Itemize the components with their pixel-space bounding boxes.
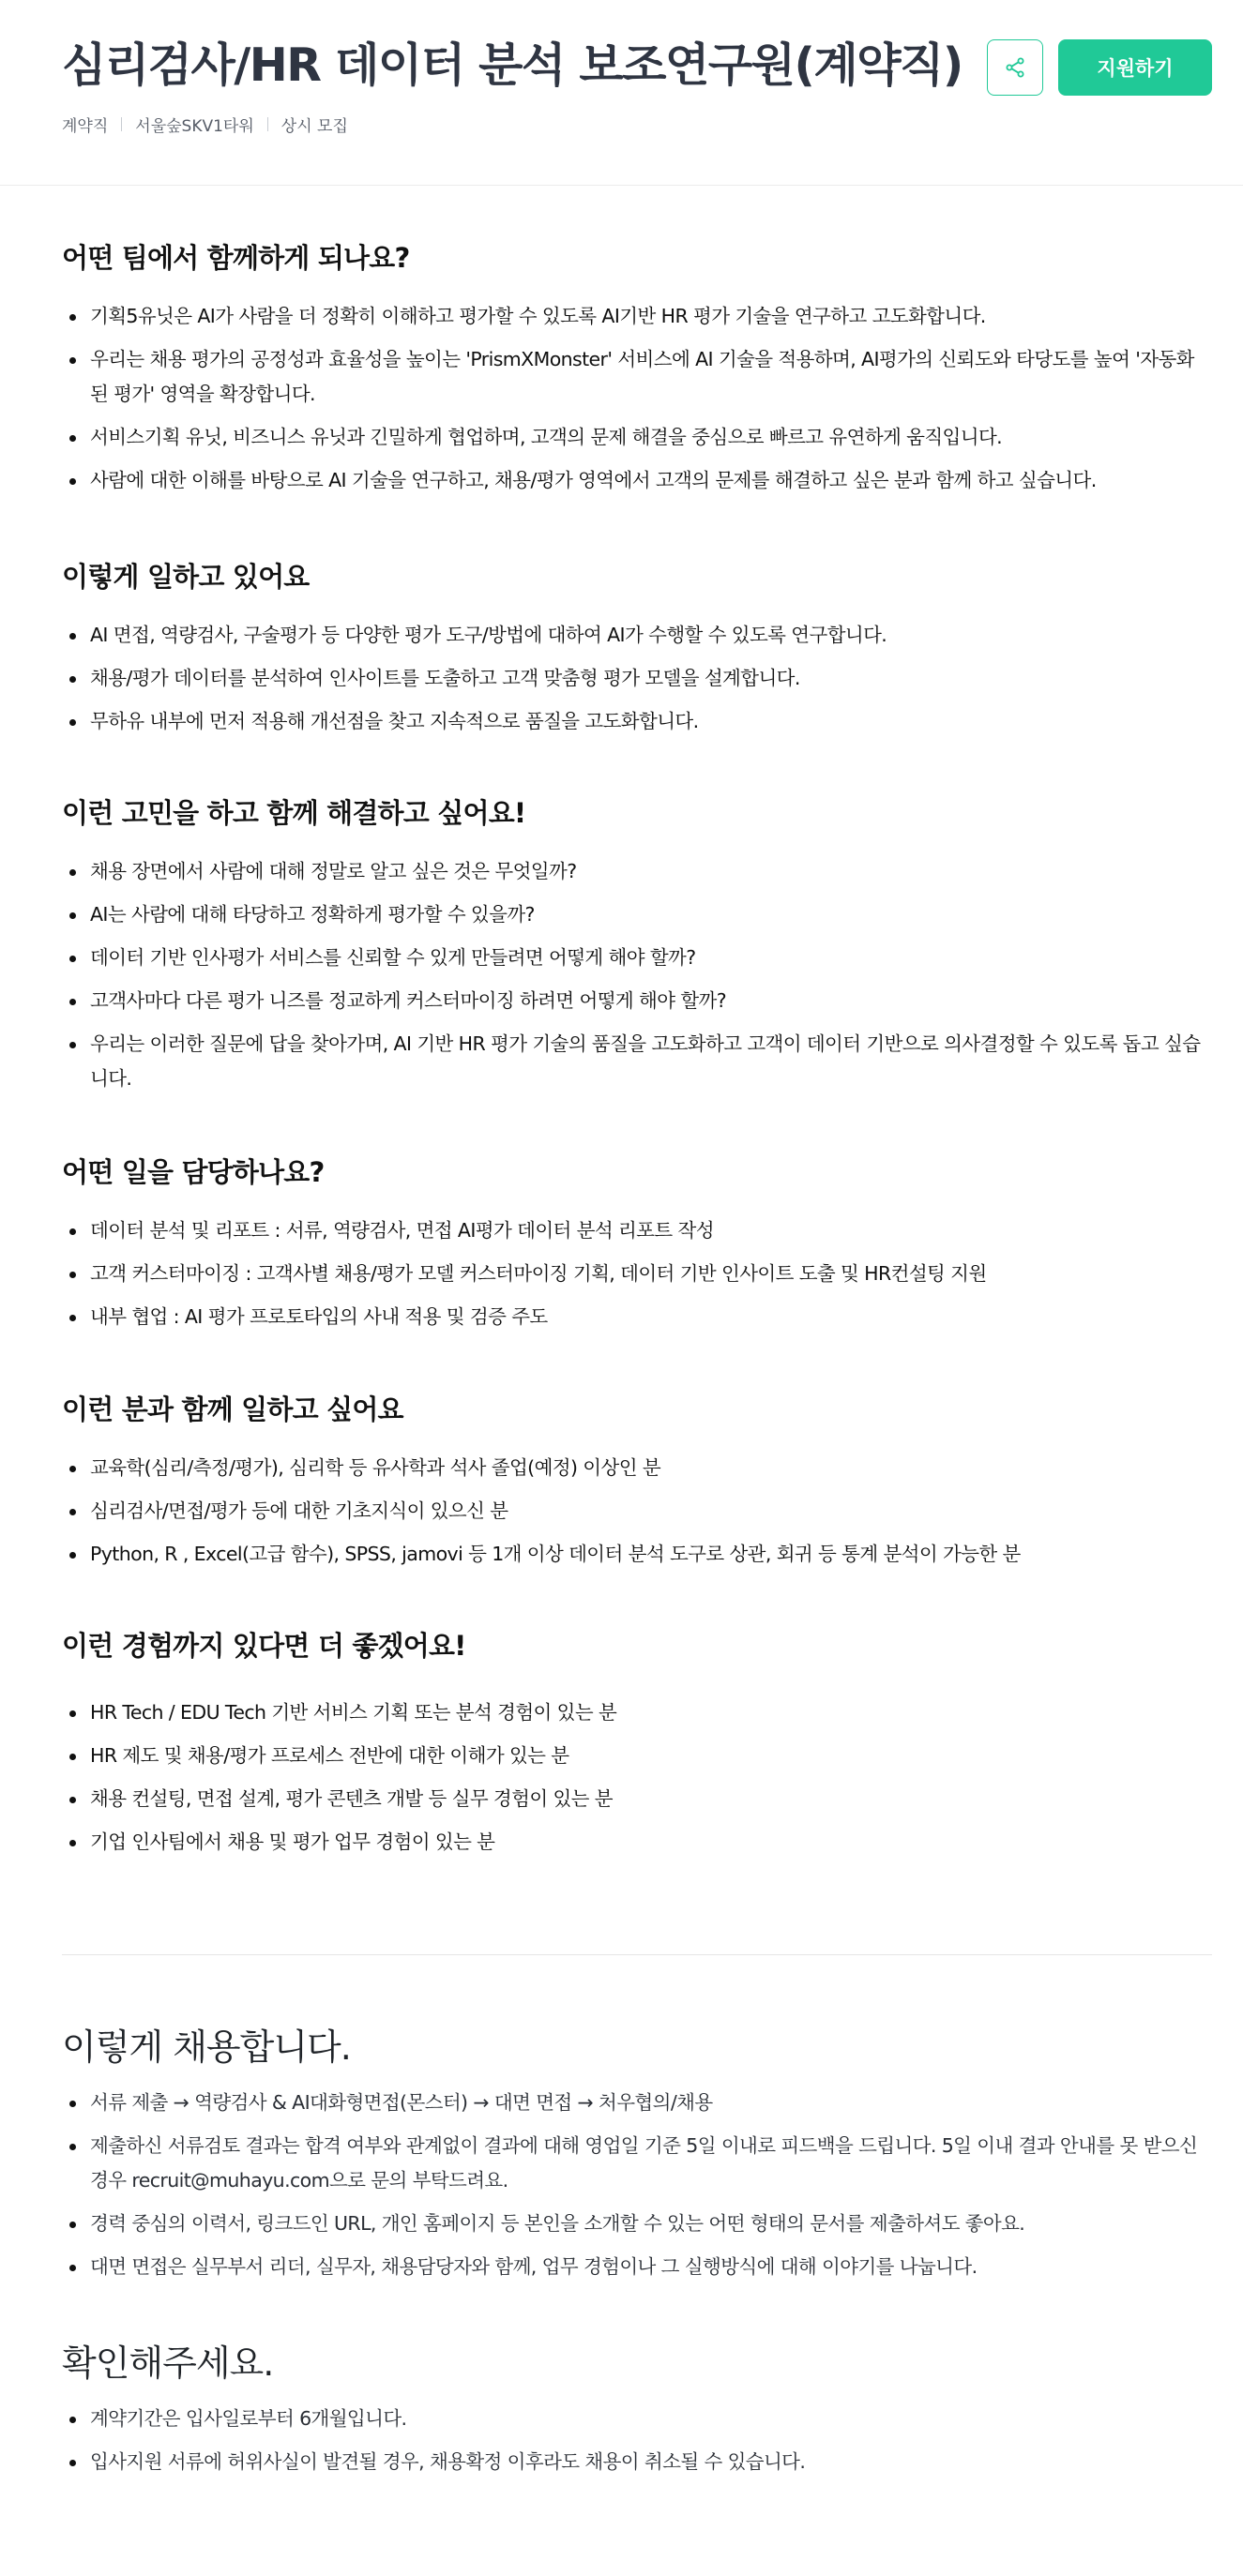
section-notice	[62, 2340, 1212, 2488]
page-title: 심리검사/HR 데이터 분석 보조연구원(계약직)	[62, 38, 963, 92]
list-item: AI 면접, 역량검사, 구술평가 등 다양한 평가 도구/방법에 대하여 AI가 수행할 수 있도록 연구합니다.	[62, 618, 1212, 653]
list-item: 고객사마다 다른 평가 니즈를 정교하게 커스터마이징 하려면 어떻게 해야 할까?	[62, 984, 1212, 1018]
section-list	[62, 618, 1212, 739]
list-item: 서류 제출 → 역량검사 & AI대화형면접(몬스터) → 대면 면접 → 처우협의/채용	[62, 2086, 1212, 2120]
section-list	[62, 1695, 1212, 1860]
share-icon	[1004, 56, 1026, 79]
section-team	[62, 239, 1212, 506]
section-heading: 이런 고민을 하고 함께 해결하고 싶어요!	[62, 797, 526, 829]
section-list	[62, 1451, 1212, 1572]
work-location: 서울숲SKV1타워	[135, 117, 254, 136]
section-preferred	[62, 1627, 1212, 1868]
share-button[interactable]	[987, 39, 1043, 96]
list-item: 입사지원 서류에 허위사실이 발견될 경우, 채용확정 이후라도 채용이 취소될 수 있습니다.	[62, 2445, 1212, 2479]
list-item: 데이터 분석 및 리포트 : 서류, 역량검사, 면접 AI평가 데이터 분석 리포트 작성	[62, 1213, 1212, 1248]
section-list	[62, 2402, 1212, 2479]
section-list	[62, 1213, 1212, 1334]
section-how-we-work	[62, 558, 1212, 747]
list-item: 무하유 내부에 먼저 적용해 개선점을 찾고 지속적으로 품질을 고도화합니다.	[62, 704, 1212, 739]
section-heading: 어떤 팀에서 함께하게 되나요?	[62, 242, 410, 274]
section-heading: 어떤 일을 담당하나요?	[62, 1156, 325, 1188]
list-item: 채용 컨설팅, 면접 설계, 평가 콘텐츠 개발 등 실무 경험이 있는 분	[62, 1782, 1212, 1816]
section-responsibilities	[62, 1153, 1212, 1343]
apply-button[interactable]: 지원하기	[1058, 39, 1212, 96]
section-questions	[62, 794, 1212, 1105]
list-item: 대면 면접은 실무부서 리더, 실무자, 채용담당자와 함께, 업무 경험이나 그 실행방식에 대해 이야기를 나눕니다.	[62, 2250, 1212, 2284]
list-item: HR 제도 및 채용/평가 프로세스 전반에 대한 이해가 있는 분	[62, 1739, 1212, 1773]
section-list	[62, 854, 1212, 1096]
list-item: HR Tech / EDU Tech 기반 서비스 기획 또는 분석 경험이 있는 분	[62, 1695, 1212, 1730]
job-header	[0, 0, 1243, 186]
list-item: 제출하신 서류검토 결과는 합격 여부와 관계없이 결과에 대해 영업일 기준 5일 이내로 피드백을 드립니다. 5일 이내 결과 안내를 못 받으신 경우 recruit@muhayu.com으로 문의 부탁드려요.	[62, 2129, 1212, 2198]
section-divider	[62, 1954, 1212, 1955]
list-item: 데이터 기반 인사평가 서비스를 신뢰할 수 있게 만들려면 어떻게 해야 할까?	[62, 941, 1212, 975]
section-heading: 이런 경험까지 있다면 더 좋겠어요!	[62, 1630, 466, 1662]
list-item: 사람에 대한 이해를 바탕으로 AI 기술을 연구하고, 채용/평가 영역에서 고객의 문제를 해결하고 싶은 분과 함께 하고 싶습니다.	[62, 463, 1212, 498]
section-heading: 이런 분과 함께 일하고 싶어요	[62, 1393, 403, 1425]
recruit-period: 상시 모집	[280, 117, 348, 136]
section-list	[62, 2086, 1212, 2284]
meta-divider	[267, 117, 268, 131]
list-item: AI는 사람에 대해 타당하고 정확하게 평가할 수 있을까?	[62, 897, 1212, 932]
list-item: 채용 장면에서 사람에 대해 정말로 알고 싶은 것은 무엇일까?	[62, 854, 1212, 889]
section-heading: 이렇게 채용합니다.	[62, 2026, 351, 2068]
list-item: 우리는 이러한 질문에 답을 찾아가며, AI 기반 HR 평가 기술의 품질을 고도화하고 고객이 데이터 기반으로 의사결정할 수 있도록 돕고 싶습니다.	[62, 1027, 1212, 1096]
section-heading: 이렇게 일하고 있어요	[62, 561, 310, 593]
list-item: 채용/평가 데이터를 분석하여 인사이트를 도출하고 고객 맞춤형 평가 모델을 설계합니다.	[62, 661, 1212, 696]
list-item: 서비스기획 유닛, 비즈니스 유닛과 긴밀하게 협업하며, 고객의 문제 해결을 중심으로 빠르고 유연하게 움직입니다.	[62, 420, 1212, 455]
section-heading: 확인해주세요.	[62, 2343, 274, 2384]
list-item: 우리는 채용 평가의 공정성과 효율성을 높이는 'PrismXMonster' 서비스에 AI 기술을 적용하며, AI평가의 신뢰도와 타당도를 높여 '자동화된 평가' 영역을 확장합니다.	[62, 342, 1212, 412]
list-item: Python, R , Excel(고급 함수), SPSS, jamovi 등 1개 이상 데이터 분석 도구로 상관, 회귀 등 통계 분석이 가능한 분	[62, 1537, 1212, 1572]
list-item: 교육학(심리/측정/평가), 심리학 등 유사학과 석사 졸업(예정) 이상인 분	[62, 1451, 1212, 1485]
section-hiring-process	[62, 2024, 1212, 2293]
meta-divider	[121, 117, 122, 131]
job-meta	[62, 113, 348, 136]
list-item: 기획5유닛은 AI가 사람을 더 정확히 이해하고 평가할 수 있도록 AI기반 HR 평가 기술을 연구하고 고도화합니다.	[62, 299, 1212, 334]
employment-type: 계약직	[62, 117, 109, 136]
list-item: 내부 협업 : AI 평가 프로토타입의 사내 적용 및 검증 주도	[62, 1300, 1212, 1334]
list-item: 심리검사/면접/평가 등에 대한 기초지식이 있으신 분	[62, 1494, 1212, 1529]
list-item: 경력 중심의 이력서, 링크드인 URL, 개인 홈페이지 등 본인을 소개할 수 있는 어떤 형태의 문서를 제출하셔도 좋아요.	[62, 2207, 1212, 2241]
list-item: 계약기간은 입사일로부터 6개월입니다.	[62, 2402, 1212, 2436]
section-requirements	[62, 1391, 1212, 1580]
list-item: 기업 인사팀에서 채용 및 평가 업무 경험이 있는 분	[62, 1825, 1212, 1860]
list-item: 고객 커스터마이징 : 고객사별 채용/평가 모델 커스터마이징 기획, 데이터 기반 인사이트 도출 및 HR컨설팅 지원	[62, 1257, 1212, 1291]
section-list	[62, 299, 1212, 498]
